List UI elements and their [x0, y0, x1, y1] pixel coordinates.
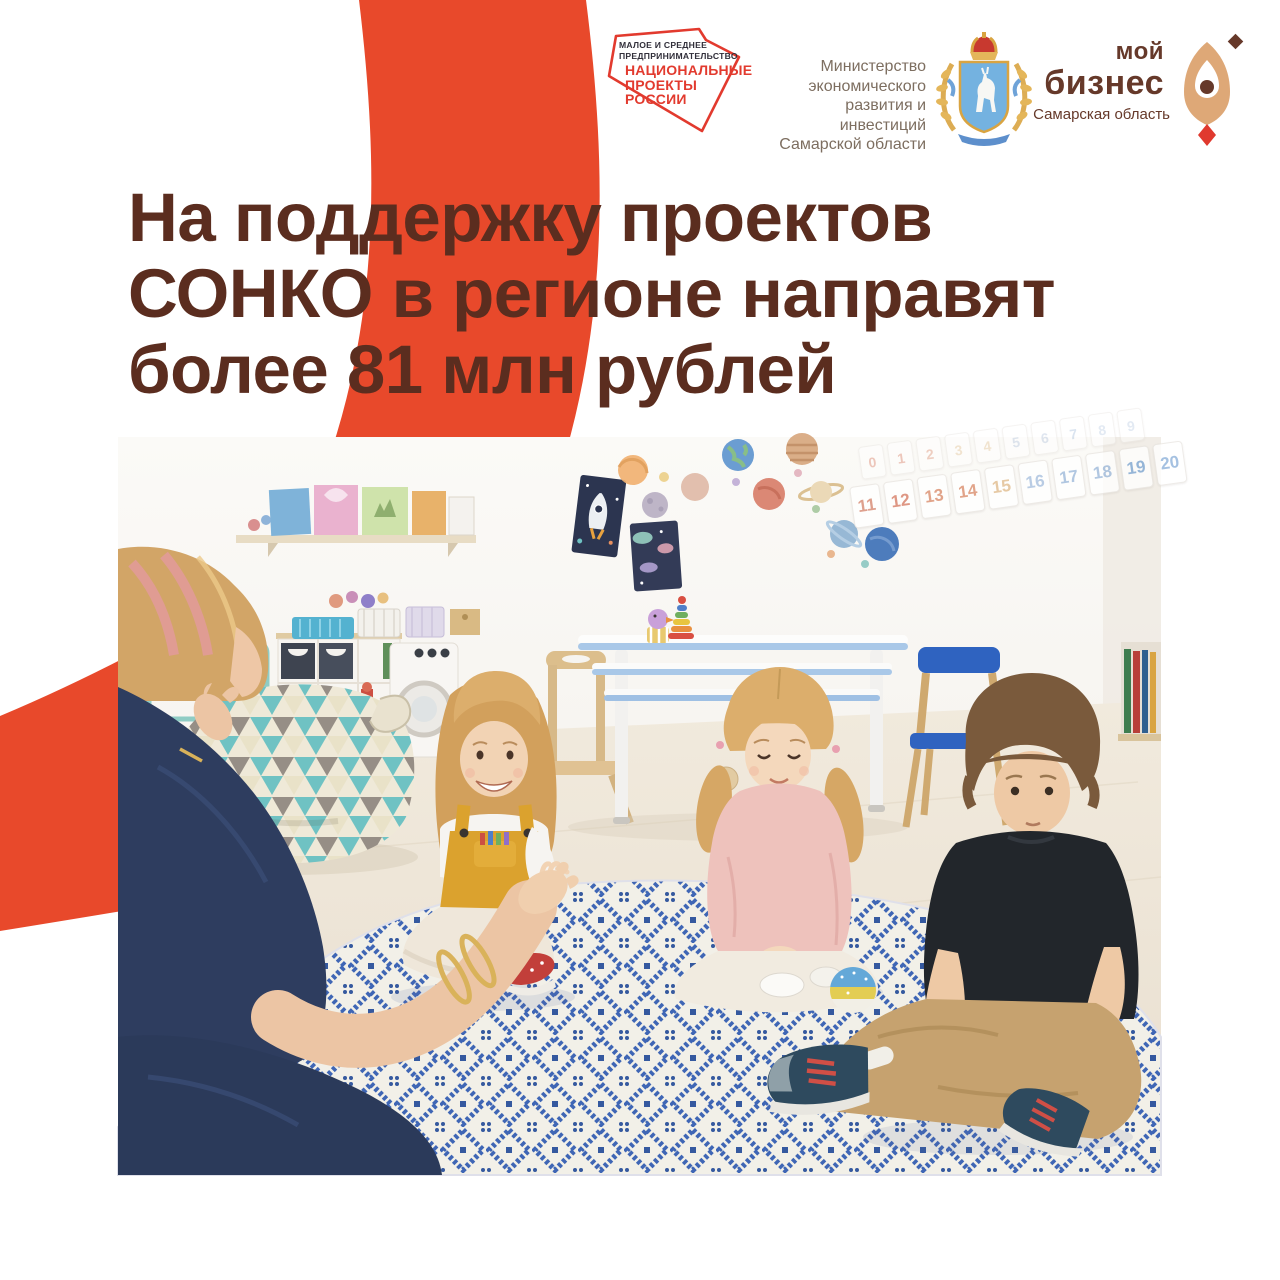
- my-business-word1: мой: [1115, 38, 1164, 65]
- space-poster: [630, 520, 683, 591]
- ministry-line1: Министерство: [820, 58, 926, 75]
- headline-line3: более 81 млн рублей: [128, 331, 837, 408]
- np-name-line1: НАЦИОНАЛЬНЫЕ: [625, 62, 753, 78]
- ministry-line3: развития и инвестиций: [839, 97, 926, 134]
- np-name: [625, 63, 752, 107]
- calendar-card: 18: [1085, 450, 1121, 496]
- bookshelf-right: [1118, 642, 1161, 741]
- calendar-card: 12: [883, 478, 919, 524]
- calendar-card: 2: [915, 436, 944, 472]
- my-business-word2: бизнес: [1044, 64, 1164, 102]
- np-tagline-line1: МАЛОЕ И СРЕДНЕЕ: [619, 40, 708, 50]
- calendar-card: 15: [984, 464, 1020, 510]
- my-business-name: [1044, 40, 1164, 100]
- calendar-card: 13: [916, 474, 952, 520]
- calendar-card: 3: [944, 432, 973, 468]
- calendar-card: 19: [1118, 445, 1154, 491]
- calendar-card: 7: [1059, 415, 1088, 451]
- headline-line1: На поддержку проектов: [128, 179, 933, 256]
- calendar-card: 17: [1051, 455, 1087, 501]
- np-tagline: [619, 40, 738, 61]
- rocket-poster: [571, 475, 626, 558]
- np-name-line3: РОССИИ: [625, 91, 687, 107]
- calendar-card: 1: [886, 440, 915, 476]
- calendar-card: 14: [950, 469, 986, 515]
- headline: [128, 180, 1055, 408]
- my-business-logo: [1033, 38, 1248, 142]
- np-tagline-line2: ПРЕДПРИНИМАТЕЛЬСТВО: [619, 50, 738, 61]
- my-business-region: Самарская область: [1033, 106, 1170, 123]
- calendar-card: 0: [858, 444, 887, 480]
- headline-line2: СОНКО в регионе направят: [128, 255, 1056, 332]
- ministry-logo: [758, 30, 1038, 152]
- calendar-card: 16: [1017, 459, 1053, 505]
- photo-kindergarten-circle-game: [118, 416, 1181, 1175]
- calendar-card: 20: [1152, 440, 1188, 486]
- ministry-line4: Самарской области: [779, 136, 926, 153]
- photo-scene: [118, 437, 1161, 1175]
- left-crescent-shape: [0, 656, 128, 931]
- calendar-card: 11: [849, 483, 885, 529]
- calendar-card: 4: [973, 428, 1002, 464]
- crown-icon: [970, 32, 998, 60]
- ministry-name: [758, 57, 926, 155]
- calendar-card: 9: [1116, 407, 1145, 443]
- calendar-card: 6: [1030, 419, 1059, 455]
- ministry-line2: экономического: [808, 77, 926, 95]
- samara-coat-of-arms-icon: [932, 30, 1036, 152]
- national-projects-logo: [602, 28, 754, 142]
- calendar-card: 5: [1001, 424, 1030, 460]
- rocket-pin-icon: [1172, 34, 1248, 138]
- calendar-card: 8: [1087, 411, 1116, 447]
- np-name-line2: ПРОЕКТЫ: [625, 76, 697, 93]
